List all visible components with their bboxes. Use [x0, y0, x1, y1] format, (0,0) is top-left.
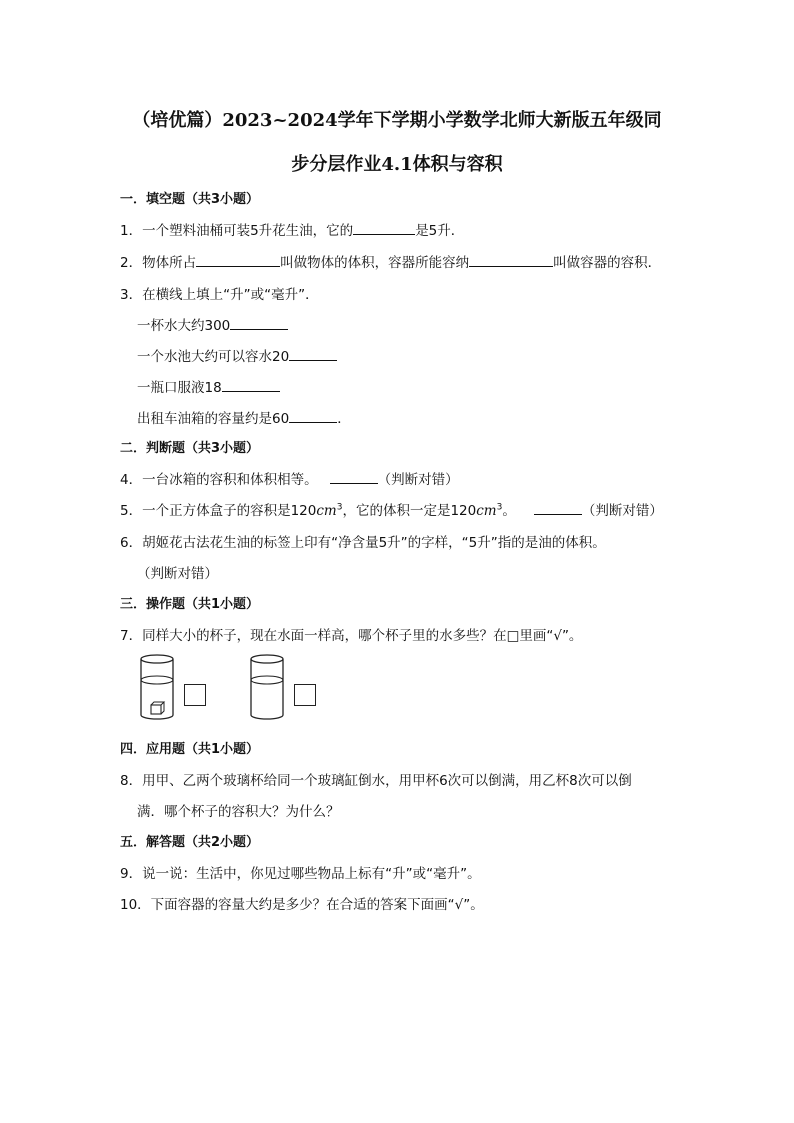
question-8-line-2: 满．哪个杯子的容积大？为什么？ — [137, 804, 340, 820]
question-5-text-a: 5．一个正方体盒子的容积是120 — [120, 503, 317, 519]
question-5-text-d: （判断对错） — [581, 503, 663, 519]
question-3-blank-4[interactable] — [289, 410, 337, 423]
question-5 — [120, 499, 663, 519]
page-title-line2: 步分层作业4.1体积与容积 — [291, 154, 503, 175]
question-4-text-a: 4．一台冰箱的容积和体积相等。 — [120, 472, 318, 488]
question-2-text-b: 叫做物体的体积，容器所能容纳 — [280, 255, 470, 271]
question-3-blank-1[interactable] — [230, 317, 288, 330]
question-5-blank[interactable] — [534, 502, 582, 515]
question-2-blank-1[interactable] — [196, 254, 280, 267]
question-3-line-4-text: 出租车油箱的容量约是60 — [137, 411, 290, 427]
section-answer-heading: 五．解答题（共2小题） — [120, 835, 260, 850]
question-2-text-c: 叫做容器的容积． — [553, 255, 662, 271]
question-5-exp-1: 3 — [336, 502, 343, 513]
question-6-line-2: （判断对错） — [137, 566, 218, 582]
question-2-text-a: 2．物体所占 — [120, 255, 197, 271]
page-title-line1: （培优篇）2023~2024学年下学期小学数学北师大新版五年级同 — [132, 110, 662, 131]
question-8-line-1: 8．用甲、乙两个玻璃杯给同一个玻璃缸倒水，用甲杯6次可以倒满，用乙杯8次可以倒 — [120, 773, 632, 789]
question-10: 10．下面容器的容量大约是多少？在合适的答案下面画“√”。 — [120, 897, 484, 913]
cup-with-cube-figure — [137, 652, 177, 726]
question-4-text-b: （判断对错） — [377, 472, 459, 488]
question-3-line-3 — [137, 376, 280, 396]
cup-plain-figure — [247, 652, 287, 726]
question-5-unit-1: cm — [316, 503, 337, 519]
answer-checkbox-1[interactable] — [184, 684, 206, 706]
question-5-text-b: ，它的体积一定是120 — [342, 503, 477, 519]
question-1-text-a: 1．一个塑料油桶可装5升花生油，它的 — [120, 223, 354, 239]
cup-icon — [247, 652, 287, 722]
section-application-heading: 四．应用题（共1小题） — [120, 742, 260, 757]
question-2-blank-2[interactable] — [469, 254, 553, 267]
section-judge-heading: 二．判断题（共3小题） — [120, 441, 260, 456]
question-3-line-4 — [137, 407, 351, 427]
question-6-line-1: 6．胡姬花古法花生油的标签上印有“净含量5升”的字样，“5升”指的是油的体积。 — [120, 535, 606, 551]
question-3-line-2-text: 一个水池大约可以容水20 — [137, 349, 290, 365]
question-3-line-1-text: 一杯水大约300 — [137, 318, 231, 334]
question-1 — [120, 219, 464, 239]
question-9: 9．说一说：生活中，你见过哪些物品上标有“升”或“毫升”。 — [120, 866, 481, 882]
question-5-unit-2: cm — [476, 503, 497, 519]
section-fill-in-heading: 一．填空题（共3小题） — [120, 192, 260, 207]
question-3-line-1 — [137, 314, 288, 334]
question-4 — [120, 468, 459, 488]
question-1-text-b: 是5升． — [415, 223, 465, 239]
question-1-blank[interactable] — [353, 222, 415, 235]
question-5-text-c: 。 — [502, 503, 516, 519]
question-3-blank-3[interactable] — [222, 379, 280, 392]
section-operation-heading: 三．操作题（共1小题） — [120, 597, 260, 612]
question-3-line-3-text: 一瓶口服液18 — [137, 380, 222, 396]
answer-checkbox-2[interactable] — [294, 684, 316, 706]
question-5-exp-2: 3 — [496, 502, 503, 513]
question-4-blank[interactable] — [330, 471, 378, 484]
question-3-stem: 3．在横线上填上“升”或“毫升”． — [120, 287, 319, 303]
question-3-line-4-end: ． — [337, 411, 351, 427]
question-7: 7．同样大小的杯子，现在水面一样高，哪个杯子里的水多些？在□里画“√”。 — [120, 628, 583, 644]
question-2 — [120, 251, 661, 271]
question-3-line-2 — [137, 345, 337, 365]
cup-with-cube-icon — [137, 652, 177, 722]
question-3-blank-2[interactable] — [289, 348, 337, 361]
